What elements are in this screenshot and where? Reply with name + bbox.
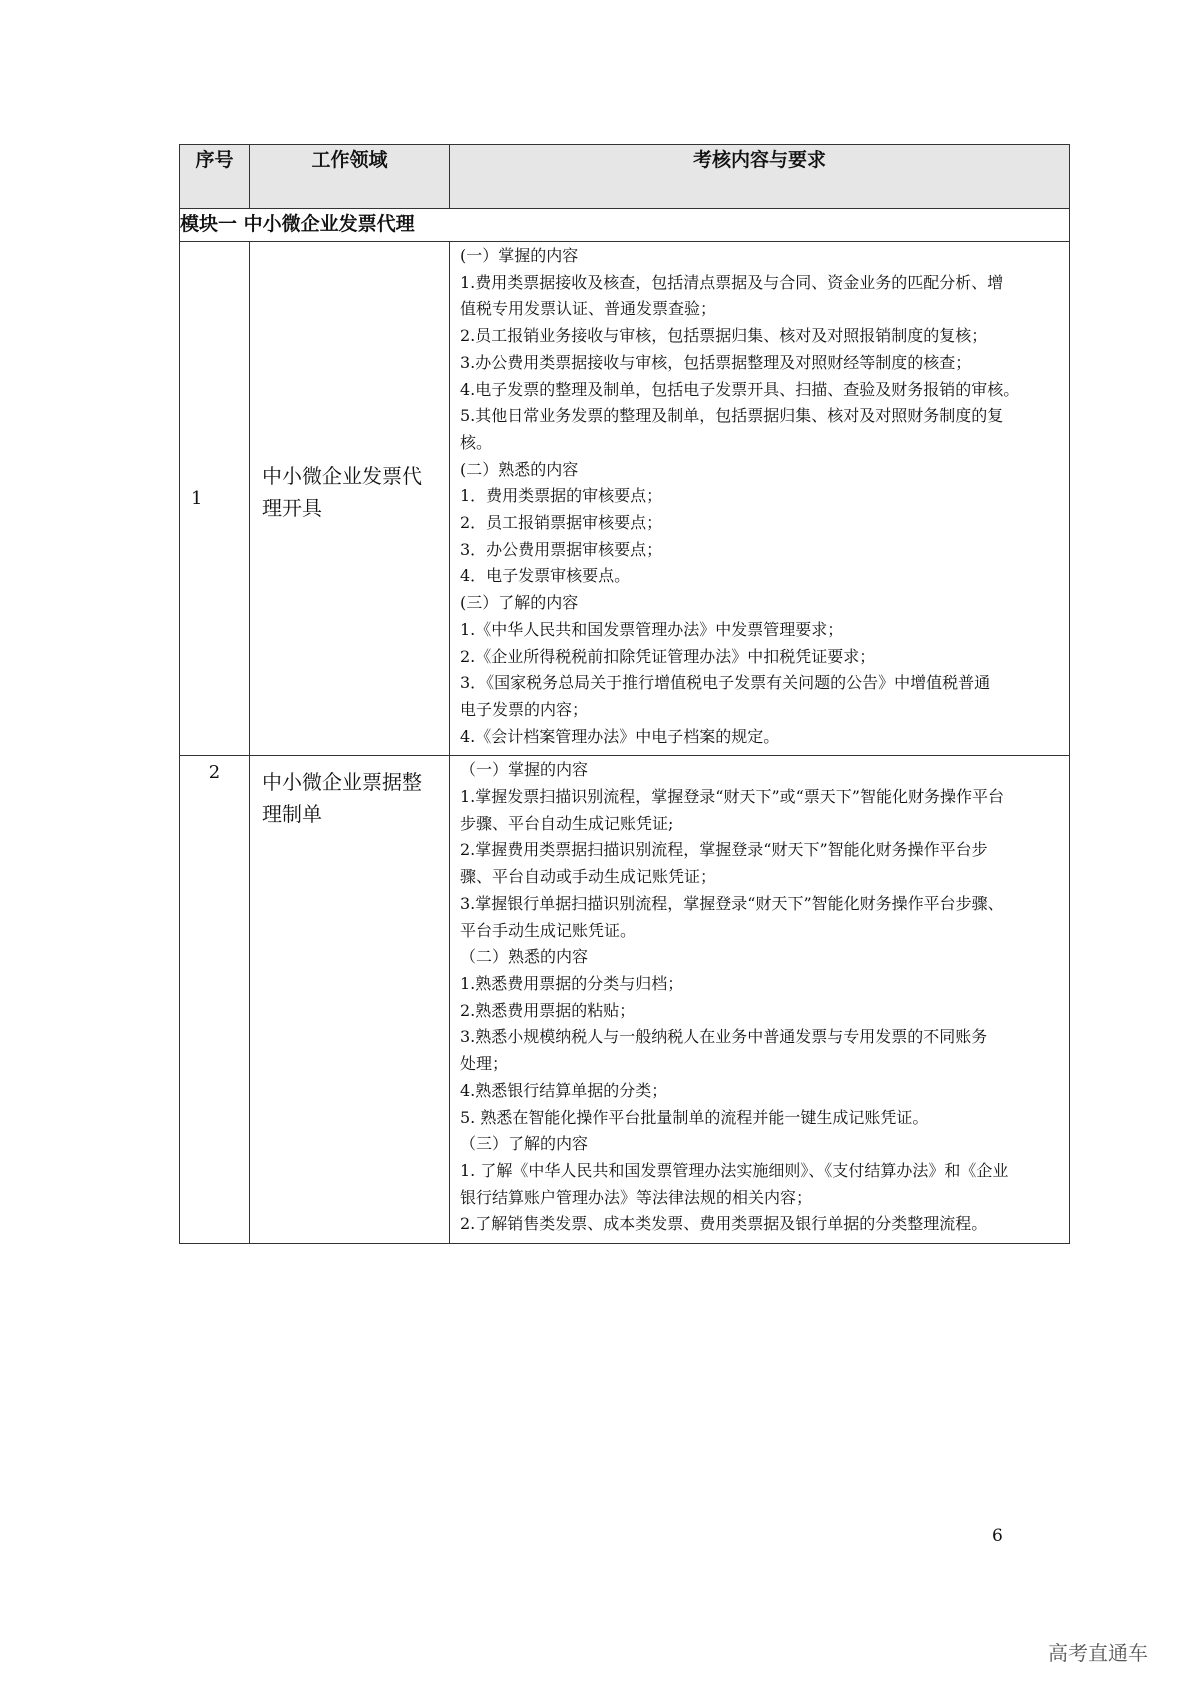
content-line: 银行结算账户管理办法》等法律法规的相关内容；	[460, 1187, 813, 1207]
table-row	[180, 756, 1070, 1244]
content-line: 4.电子发票的整理及制单，包括电子发票开具、扫描、查验及财务报销的审核。	[460, 379, 1020, 399]
content-line: 3.熟悉小规模纳税人与一般纳税人在业务中普通发票与专用发票的不同账务	[460, 1027, 988, 1047]
row-seq: 1	[180, 242, 250, 756]
header-content: 考核内容与要求	[450, 145, 1070, 209]
module-row	[180, 209, 1070, 242]
page-number: 6	[992, 1526, 1003, 1546]
content-line: 值税专用发票认证、普通发票查验；	[460, 299, 717, 319]
content-line: 2.《企业所得税税前扣除凭证管理办法》中扣税凭证要求；	[460, 646, 876, 666]
content-line: 1. 了解《中华人民共和国发票管理办法实施细则》、《支付结算办法》和《企业	[460, 1160, 1009, 1180]
content-line: 2.了解销售类发票、成本类发票、费用类票据及银行单据的分类整理流程。	[460, 1214, 988, 1234]
content-line: 2．员工报销票据审核要点；	[460, 513, 663, 533]
content-line: (一）掌握的内容	[460, 246, 579, 265]
content-line: 5.其他日常业务发票的整理及制单，包括票据归集、核对及对照财务制度的复	[460, 406, 1004, 426]
content-line: 4.熟悉银行结算单据的分类；	[460, 1080, 668, 1100]
content-line: 1．费用类票据的审核要点；	[460, 486, 663, 506]
content-line: 处理；	[460, 1054, 509, 1074]
content-line: (三）了解的内容	[460, 593, 579, 613]
content-line: 2.员工报销业务接收与审核，包括票据归集、核对及对照报销制度的复核；	[460, 326, 988, 346]
content-line: 骤、平台自动或手动生成记账凭证；	[460, 867, 717, 887]
content-line: 3.办公费用类票据接收与审核，包括票据整理及对照财经等制度的核查；	[460, 352, 972, 372]
row-content	[450, 756, 1070, 1244]
content-line: 1.费用类票据接收及核查，包括清点票据及与合同、资金业务的匹配分析、增	[460, 272, 1004, 292]
content-line: 步骤、平台自动生成记账凭证;	[460, 813, 674, 833]
assessment-table	[179, 144, 1070, 1244]
row-domain: 中小微企业票据整理制单	[250, 756, 450, 1244]
content-line: 3．办公费用票据审核要点；	[460, 539, 663, 559]
content-line: 1.熟悉费用票据的分类与归档；	[460, 973, 684, 993]
content-line: 核。	[460, 432, 493, 452]
content-line: 电子发票的内容；	[460, 699, 589, 719]
content-line: (二）熟悉的内容	[460, 459, 579, 479]
watermark-text: 高考直通车	[1048, 1641, 1148, 1665]
content-line: （二）熟悉的内容	[460, 947, 589, 967]
content-line: 1.掌握发票扫描识别流程，掌握登录“财天下”或“票天下”智能化财务操作平台	[460, 787, 1004, 807]
table-row	[180, 242, 1070, 756]
content-line: 3.掌握银行单据扫描识别流程，掌握登录“财天下”智能化财务操作平台步骤、	[460, 893, 1004, 913]
row-seq: 2	[180, 756, 250, 1244]
content-line: 5. 熟悉在智能化操作平台批量制单的流程并能一键生成记账凭证。	[460, 1107, 929, 1127]
content-line: 4．电子发票审核要点。	[460, 566, 631, 586]
header-domain: 工作领域	[250, 145, 450, 209]
content-line: 4.《会计档案管理办法》中电子档案的规定。	[460, 726, 780, 746]
content-line: （一）掌握的内容	[460, 760, 589, 780]
table-header-row	[180, 145, 1070, 209]
content-line: 3．《国家税务总局关于推行增值税电子发票有关问题的公告》中增值税普通	[460, 673, 991, 693]
content-line: 2.掌握费用类票据扫描识别流程，掌握登录“财天下”智能化财务操作平台步	[460, 840, 988, 860]
content-line: （三）了解的内容	[460, 1134, 589, 1154]
content-line: 1.《中华人民共和国发票管理办法》中发票管理要求；	[460, 619, 844, 639]
header-seq: 序号	[180, 145, 250, 209]
content-line: 平台手动生成记账凭证。	[460, 920, 637, 940]
row-content	[450, 242, 1070, 756]
content-line: 2.熟悉费用票据的粘贴；	[460, 1000, 636, 1020]
row-domain: 中小微企业发票代理开具	[250, 242, 450, 756]
module-title: 模块一 中小微企业发票代理	[180, 209, 1070, 242]
